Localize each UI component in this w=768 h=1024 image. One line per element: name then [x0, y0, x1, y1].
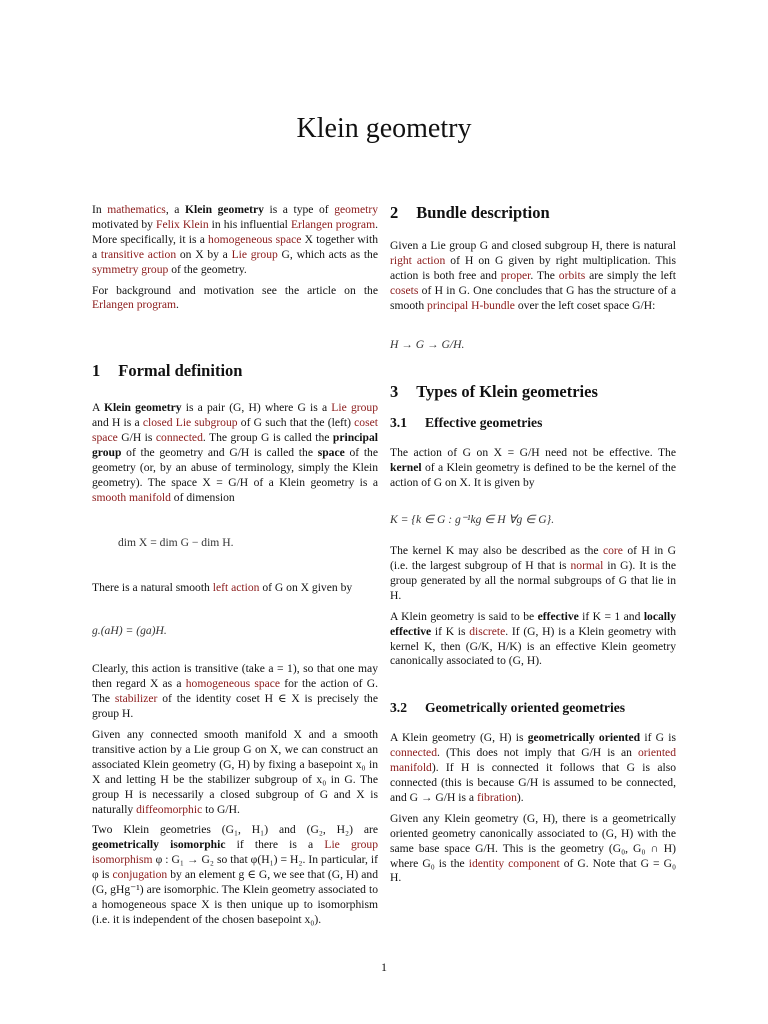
text-run: of H in G (i.e. the largest subgroup of H that is [390, 544, 676, 572]
text-run: of G. Note that G = G₀ H. [390, 856, 677, 885]
text-run: by an element g ∈ G, we see that (G, H) and (G, gHg⁻¹) are isomorphic. The Klein geometry associated to a homogeneous space X is then unique up to isomorphism (i.e. it is independent of the chosen basepoint x₀). [92, 868, 378, 926]
right-column [390, 203, 676, 892]
wiki-link[interactable]: Erlangen program [290, 217, 376, 231]
section-number: 3 [390, 382, 399, 402]
term: geometrically oriented [527, 731, 641, 745]
term: locally effective [390, 609, 677, 638]
wiki-link[interactable]: transitive action [100, 247, 177, 261]
equation-kernel: K = {k ∈ G : g⁻¹kg ∈ H ∀g ∈ G}. [390, 513, 555, 527]
wiki-link[interactable]: Lie subgroup [175, 416, 238, 430]
text-run: of a Klein geometry is defined to be the kernel of the action of G on X. It is given by [390, 461, 676, 490]
wiki-link[interactable]: Lie group [331, 401, 378, 415]
sec3-1-paragraph-3 [390, 610, 676, 670]
wiki-link[interactable]: oriented manifold [390, 746, 676, 775]
text-run: of G on X given by [259, 580, 353, 594]
equation-action: g.(aH) = (ga)H. [92, 623, 167, 637]
wiki-link[interactable]: connected [390, 746, 437, 760]
term: geometrically isomorphic [92, 838, 226, 852]
text-run: G/H is [117, 431, 156, 445]
equation-dim: dim X = dim G − dim H. [118, 535, 234, 549]
term: effective [537, 609, 579, 623]
term: kernel [390, 461, 422, 475]
section-3-heading [390, 382, 676, 402]
text-run: In [92, 203, 108, 216]
text-run: . The group G is called the [202, 431, 333, 445]
subsection-3-2-heading [390, 699, 676, 717]
term: space [317, 446, 345, 460]
text-run: of the geometry (or, by an abuse of terminology, simply the Klein geometry). The space X = G/H of a Klein geometry is a [92, 446, 378, 489]
sec3-1-paragraph-2 [390, 544, 676, 604]
section-2-heading [390, 203, 676, 223]
text-run: if G is [640, 731, 676, 745]
page-number: 1 [381, 960, 387, 974]
wiki-link[interactable]: homogeneous space [185, 677, 281, 691]
text-run: over the left coset space G/H: [514, 298, 656, 312]
wiki-link[interactable]: mathematics [107, 203, 166, 216]
wiki-link[interactable]: stabilizer [114, 692, 158, 706]
term: Klein geometry [184, 203, 264, 216]
wiki-link[interactable]: symmetry group [92, 262, 169, 276]
text-run: if there is a [225, 838, 325, 852]
sec3-2-paragraph-2 [390, 812, 676, 887]
text-run: if K is [431, 624, 470, 638]
text-run: of the identity coset H ∈ X is precisely the group H. [92, 692, 378, 721]
text-run: . (This does not imply that G/H is an [437, 746, 638, 760]
wiki-link[interactable]: core [602, 544, 623, 558]
wiki-link[interactable]: normal [570, 558, 604, 572]
text-run: for the action of G. The [92, 677, 378, 706]
subsection-number: 3.1 [390, 415, 407, 431]
wiki-link[interactable]: right action [390, 253, 446, 267]
section-number: 1 [92, 361, 101, 381]
wiki-link[interactable]: fibration [476, 790, 517, 804]
section-1-heading [92, 361, 378, 381]
text-run: of G such that the (left) [237, 416, 355, 430]
wiki-link[interactable]: discrete [469, 624, 506, 638]
term: Klein geometry [103, 401, 182, 415]
wiki-link[interactable]: Felix Klein [156, 217, 209, 231]
text-run: if K = 1 and [578, 609, 644, 623]
wiki-link[interactable]: Lie group [231, 247, 278, 261]
text-run: ). [516, 790, 524, 804]
text-run: in G). It is the group generated by all the normal subgroups of G that lie in H. [390, 558, 676, 602]
text-run: X together with a [92, 232, 378, 261]
sec1-paragraph-4 [92, 728, 378, 817]
wiki-link[interactable]: principal H-bundle [427, 298, 515, 312]
text-run: For background and motivation see the article on the [92, 283, 378, 297]
text-run: are simply the left [585, 268, 676, 282]
sec3-2-paragraph-1 [390, 731, 676, 806]
text-run: ). If H is connected it follows that G is also connected (this is because G/H is assumed to be connected, and G → G/H is a [390, 761, 676, 804]
wiki-link[interactable]: homogeneous space [208, 232, 302, 246]
wiki-link[interactable]: cosets [390, 283, 419, 297]
text-run: of dimension [170, 490, 235, 504]
subsection-title: Geometrically oriented geometries [425, 700, 626, 716]
text-run: on X by a [176, 247, 232, 261]
text-run: of H on G given by right multiplication. This action is both free and [390, 253, 676, 282]
text-run: φ : G₁ → G₂ so that φ(H₁) = H₂. In particular, if φ is [92, 853, 378, 882]
text-run: . If (G, H) is a Klein geometry with kernel K, then (G/K, H/K) is an effective Klein geometry canonically associated to (G, H). [390, 624, 676, 668]
text-run: A [92, 401, 104, 415]
text-run: of the geometry and G/H is called the [121, 446, 318, 460]
text-run: A Klein geometry is said to be [390, 609, 538, 623]
section-title: Types of Klein geometries [416, 382, 598, 402]
subsection-number: 3.2 [390, 700, 407, 716]
section-title: Formal definition [118, 361, 243, 381]
text-run: G, which acts as the [277, 247, 378, 261]
sec1-paragraph-2 [92, 581, 378, 596]
intro-paragraph-2 [92, 284, 378, 314]
wiki-link[interactable]: smooth manifold [92, 490, 171, 504]
text-run: and H is a [92, 416, 143, 430]
text-run: . [176, 298, 179, 312]
text-run: There is a natural smooth [92, 580, 213, 594]
subsection-title: Effective geometries [425, 415, 543, 431]
text-run: A Klein geometry (G, H) is [390, 731, 528, 745]
text-run: The kernel K may also be described as the [390, 544, 603, 558]
sec1-paragraph-3 [92, 662, 378, 722]
intro-paragraph [92, 203, 378, 278]
section-number: 2 [390, 203, 399, 222]
wiki-link[interactable]: diffeomorphic [136, 802, 203, 816]
wiki-link[interactable]: coset space [92, 416, 378, 445]
text-run: , a [165, 203, 185, 216]
left-column [92, 203, 378, 934]
text-run: is a pair (G, H) where G is a [181, 401, 332, 415]
section-title: Bundle description [416, 203, 550, 222]
text-run: Clearly, this action is transitive (take a = 1), so that one may then regard X as a [92, 662, 378, 691]
wiki-link[interactable]: orbits [558, 268, 586, 282]
wiki-link[interactable]: closed [142, 416, 173, 430]
text-run: . The [530, 268, 559, 282]
sec3-1-paragraph-1 [390, 446, 676, 491]
text-run: to G/H. [202, 802, 240, 816]
text-run: of H in G. One concludes that G has the structure of a smooth [390, 283, 676, 312]
text-run: in his influential [208, 217, 291, 231]
text-run: Given any connected smooth manifold X and a smooth transitive action by a Lie group G on X, we can construct an associated Klein geometry (G, H) by fixing a basepoint x₀ in X and letting H be the stabilizer subgroup of x₀ in G. The group H is necessarily a closed subgroup of G and X is naturally [92, 728, 378, 816]
wiki-link[interactable]: proper [500, 268, 531, 282]
sec1-paragraph-1 [92, 401, 378, 505]
sec2-paragraph-1 [390, 239, 676, 314]
text-run: Two Klein geometries (G₁, H₁) and (G₂, H₂) are [92, 823, 378, 837]
text-run: of the geometry. [168, 262, 247, 276]
page-title: Klein geometry [296, 113, 472, 144]
wiki-link[interactable]: Erlangen program [92, 298, 177, 312]
equation-bundle: H → G → G/H. [390, 337, 465, 351]
text-run: Given a Lie group G and closed subgroup H, there is natural [390, 239, 676, 252]
text-run: is a type of [263, 203, 335, 216]
wiki-link[interactable]: connected [155, 431, 203, 445]
subsection-3-1-heading [390, 414, 676, 432]
text-run: . More specifically, it is a [92, 217, 378, 246]
wiki-link[interactable]: geometry [334, 203, 378, 216]
text-run: The action of G on X = G/H need not be effective. The [390, 446, 676, 460]
term: principal group [92, 431, 378, 460]
wiki-link[interactable]: conjugation [112, 868, 168, 882]
wiki-link[interactable]: Lie group isomorphism [92, 838, 379, 867]
wiki-link[interactable]: left action [212, 580, 260, 594]
text-run: motivated by [92, 217, 157, 231]
text-run: Given any Klein geometry (G, H), there is a geometrically oriented geometry canonically associated to (G, H) with the same base space G/H. This is the geometry (G₀, G₀ ∩ H) where G₀ is the [390, 811, 676, 870]
wiki-link[interactable]: identity component [468, 856, 560, 870]
sec1-paragraph-5 [92, 823, 378, 927]
